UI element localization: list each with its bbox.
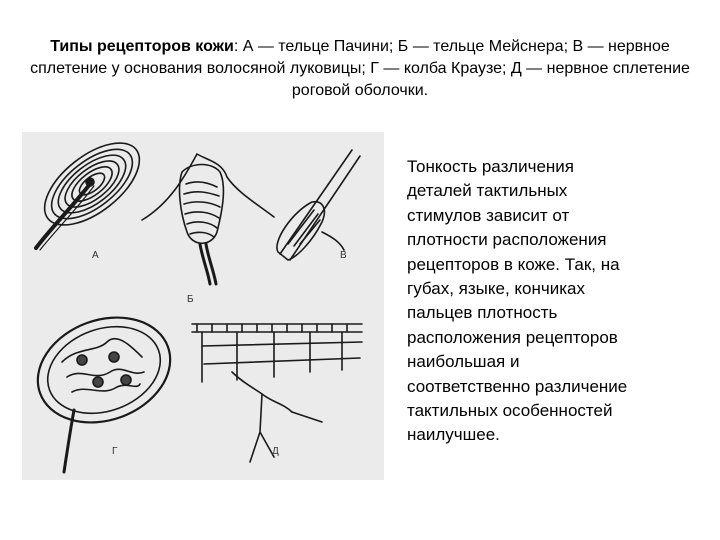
label-d: Д [272,446,279,457]
meissner-corpuscle [142,154,274,284]
krause-bulb [23,300,185,472]
label-a: А [92,250,99,261]
corneal-plexus [192,324,362,462]
receptor-illustration [22,132,384,480]
caption-title: Типы рецепторов кожи [50,38,234,55]
pacinian-corpuscle [31,132,154,250]
label-b: Б [187,294,194,305]
hair-follicle-plexus [277,150,360,260]
label-v: В [340,250,347,261]
body-text: Тонкость различения деталей тактильных стимулов зависит от плотности расположения рецепторов в коже. Так, на губах, языке, кончиках пальцев плотность расположения рецепторов наибольшая и соответственно различение тактильных особенностей наилучшее. [407,157,628,445]
slide-caption [30,36,690,102]
label-g: Г [112,446,118,457]
caption-text: : А — тельце Пачини; Б — тельце Мейснера; В — нервное сплетение у основания волосяной луковицы; Г — колба Краузе; Д — нервное сплетение роговой оболочки. [30,38,690,99]
receptor-drawing [22,132,384,480]
